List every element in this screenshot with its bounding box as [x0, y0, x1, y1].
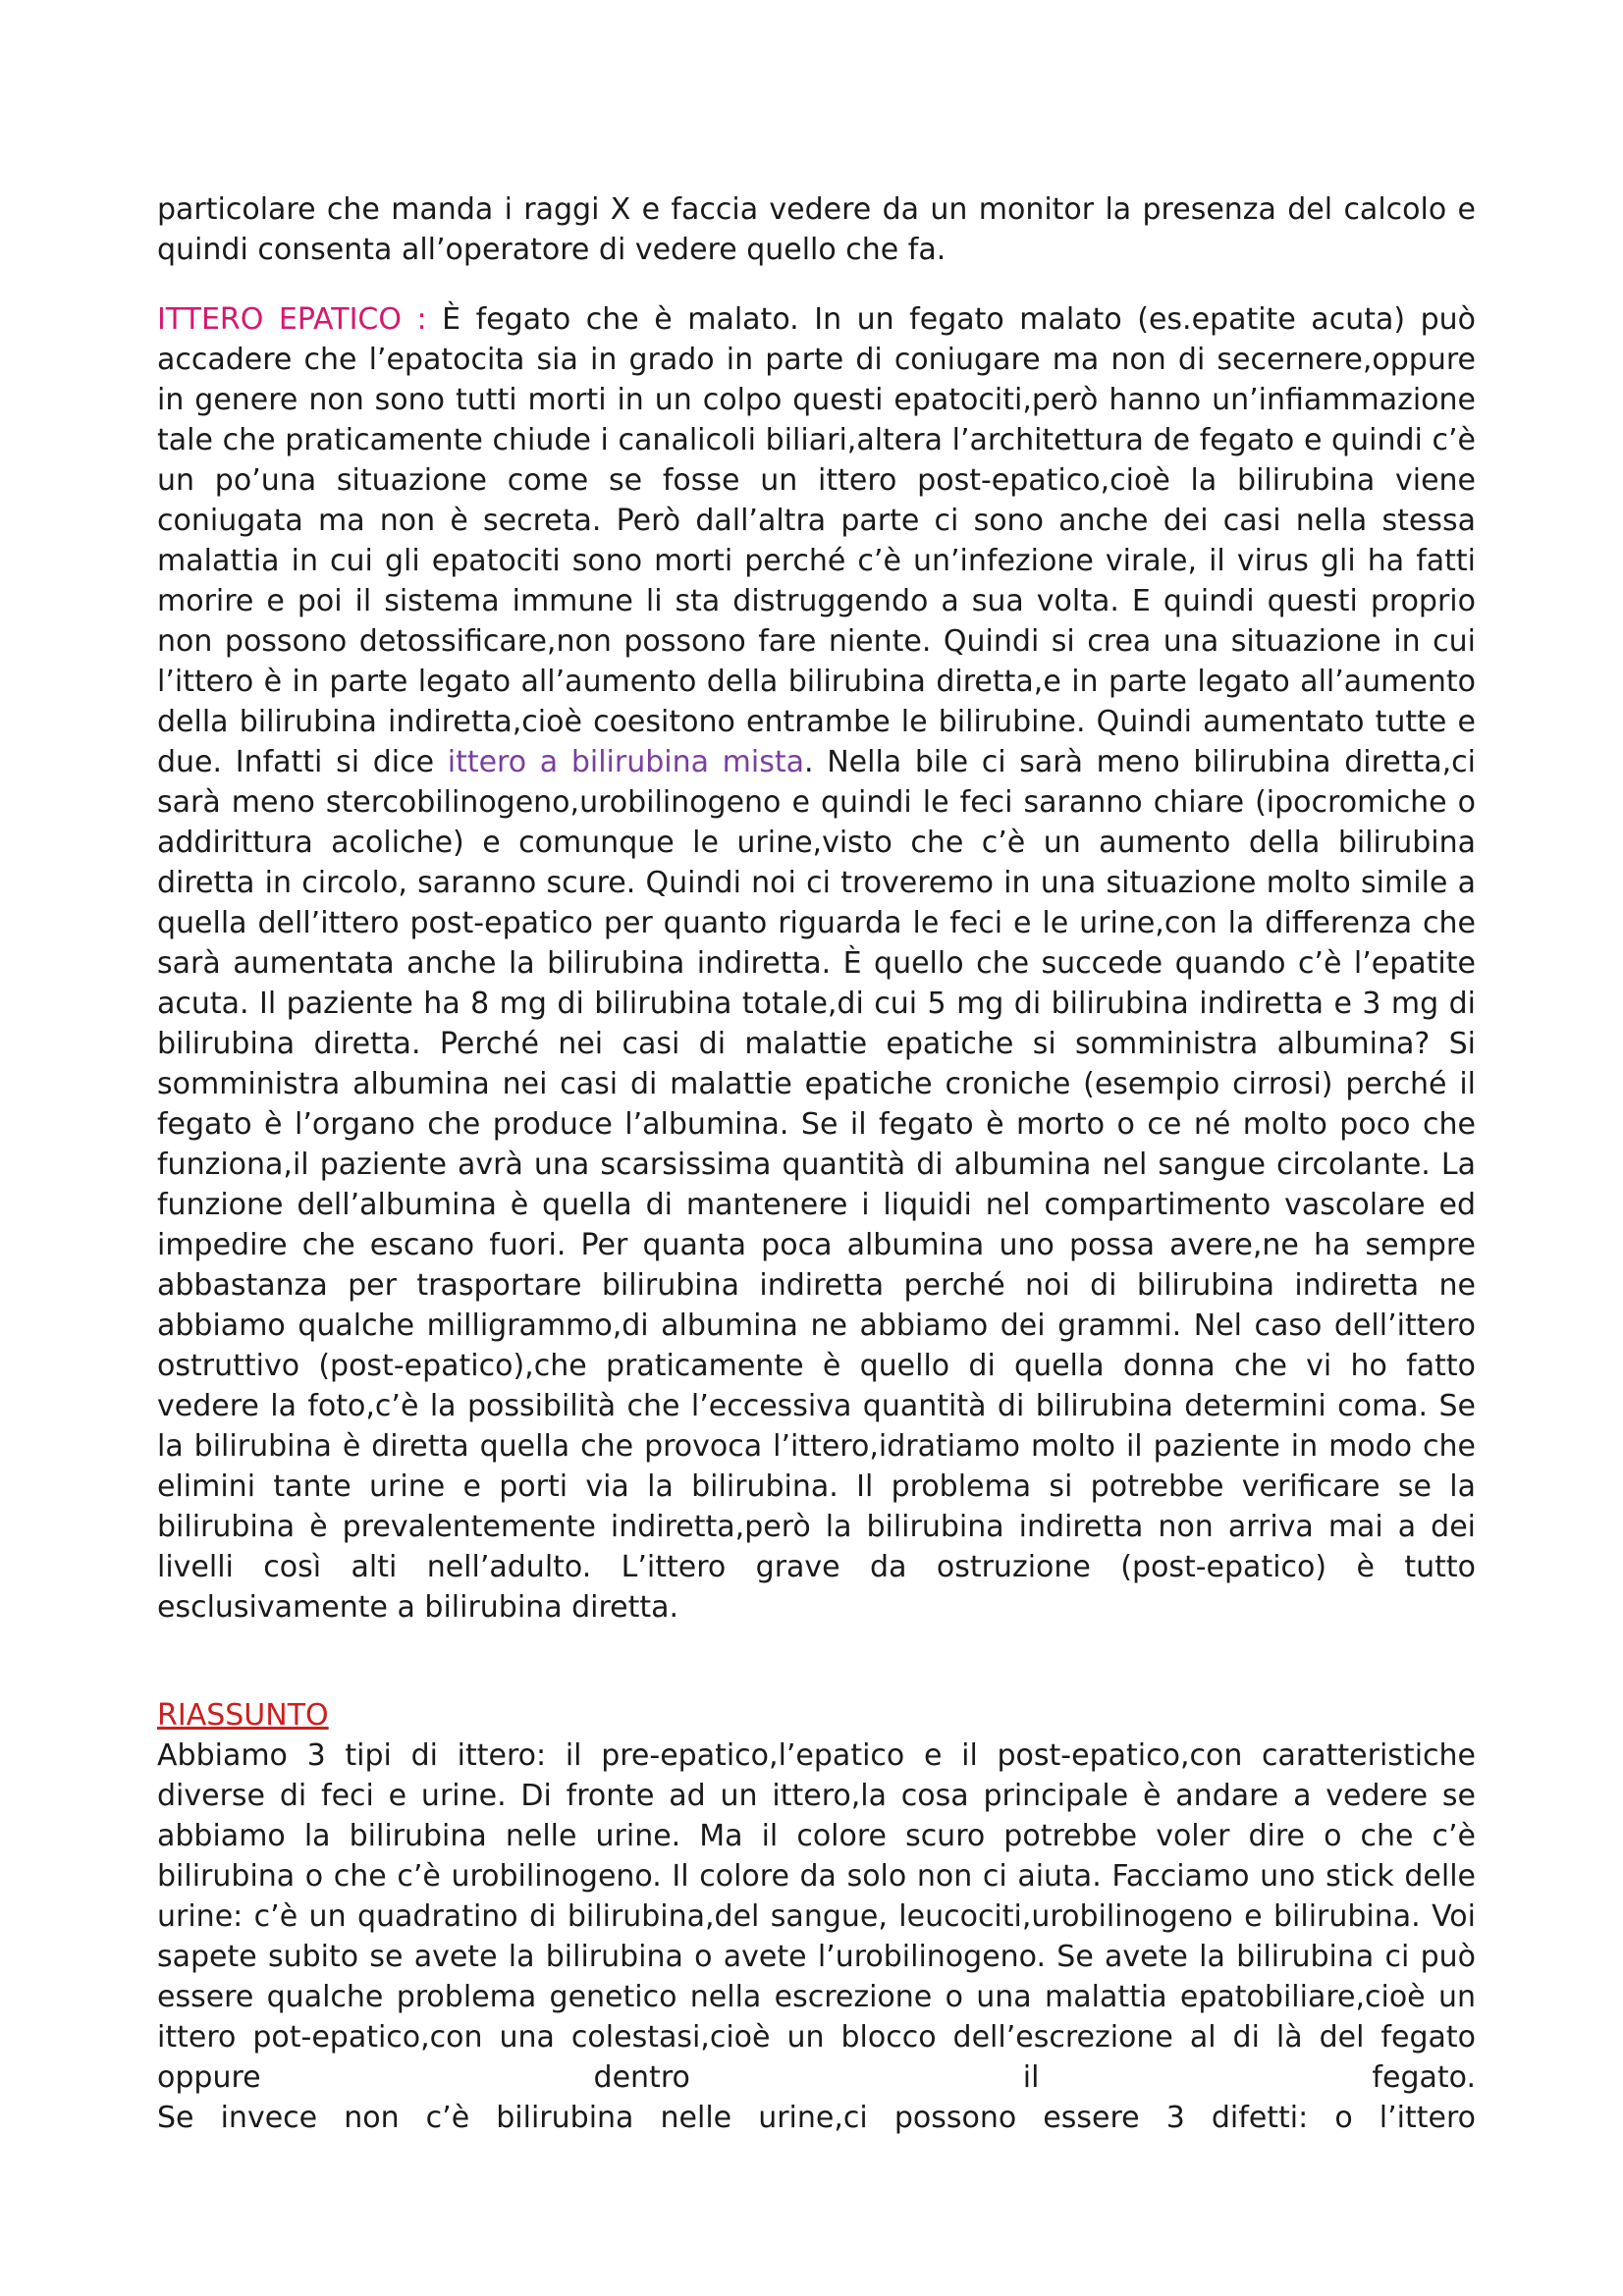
ittero-mista-term: ittero a bilirubina mista	[447, 745, 805, 779]
ittero-epatico-text-1: È fegato che è malato. In un fegato malato (es.epatite acuta) può accadere che l’epatocita sia in grado in parte di coniugare ma non di secernere,oppure in genere non sono tutti morti in un colpo questi epatociti,però hanno un’infiammazione tale che praticamente chiude i canalicoli biliari,altera l’architettura de fegato e quindi c’è un po’una situazione come se fosse un ittero post-epatico,cioè la bilirubina viene coniugata ma non è secreta. Però dall’altra parte ci sono anche dei casi nella stessa malattia in cui gli epatociti sono morti perché c’è un’infezione virale, il virus gli ha fatti morire e poi il sistema immune li sta distruggendo a sua volta. E quindi questi proprio non possono detossificare,non possono fare niente. Quindi si crea una situazione in cui l’ittero è in parte legato all’aumento della bilirubina diretta,e in parte legato all’aumento della bilirubina indiretta,cioè coesitono entrambe le bilirubine. Quindi aumentato tutte e due. Infatti si dice	[157, 302, 1476, 779]
riassunto-heading: RIASSUNTO	[157, 1698, 329, 1733]
riassunto-text-1: Abbiamo 3 tipi di ittero: il pre-epatico,l’epatico e il post-epatico,con caratteristiche diverse di feci e urine. Di fronte ad un ittero,la cosa principale è andare a vedere se abbiamo la bilirubina nelle urine. Ma il colore scuro potrebbe voler dire o che c’è bilirubina o che c’è urobilinogeno. Il colore da solo non ci aiuta. Facciamo uno stick delle urine: c’è un quadratino di bilirubina,del sangue, leucociti,urobilinogeno e bilirubina. Voi sapete subito se avete la bilirubina o avete l’urobilinogeno. Se avete la bilirubina ci può essere qualche problema genetico nella escrezione o una malattia epatobiliare,cioè un ittero pot-epatico,con una colestasi,cioè un blocco dell’escrezione al di là del fegato oppure dentro il fegato.	[157, 1738, 1476, 2095]
riassunto-paragraph	[157, 1735, 1476, 2098]
ittero-epatico-paragraph	[157, 299, 1476, 1628]
intro-text: particolare che manda i raggi X e faccia vedere da un monitor la presenza del calcolo e quindi consenta all’operatore di vedere quello che fa.	[157, 192, 1476, 267]
riassunto-continuation	[157, 2098, 1476, 2138]
ittero-epatico-heading: ITTERO EPATICO :	[157, 302, 427, 337]
ittero-epatico-text-2: . Nella bile ci sarà meno bilirubina diretta,ci sarà meno stercobilinogeno,urobilinogeno e quindi le feci saranno chiare (ipocromiche o addirittura acoliche) e comunque le urine,visto che c’è un aumento della bilirubina diretta in circolo, saranno scure. Quindi noi ci troveremo in una situazione molto simile a quella dell’ittero post-epatico per quanto riguarda le feci e le urine,con la differenza che sarà aumentata anche la bilirubina indiretta. È quello che succede quando c’è l’epatite acuta. Il paziente ha 8 mg di bilirubina totale,di cui 5 mg di bilirubina indiretta e 3 mg di bilirubina diretta. Perché nei casi di malattie epatiche si somministra albumina? Si somministra albumina nei casi di malattie epatiche croniche (esempio cirrosi) perché il fegato è l’organo che produce l’albumina. Se il fegato è morto o ce né molto poco che funziona,il paziente avrà una scarsissima quantità di albumina nel sangue circolante. La funzione dell’albumina è quella di mantenere i liquidi nel compartimento vascolare ed impedire che escano fuori. Per quanta poca albumina uno possa avere,ne ha sempre abbastanza per trasportare bilirubina indiretta perché noi di bilirubina indiretta ne abbiamo qualche milligrammo,di albumina ne abbiamo dei grammi. Nel caso dell’ittero ostruttivo (post-epatico),che praticamente è quello di quella donna che vi ho fatto vedere la foto,c’è la possibilità che l’eccessiva quantità di bilirubina determini coma. Se la bilirubina è diretta quella che provoca l’ittero,idratiamo molto il paziente in modo che elimini tante urine e porti via la bilirubina. Il problema si potrebbe verificare se la bilirubina è prevalentemente indiretta,però la bilirubina indiretta non arriva mai a dei livelli così alti nell’adulto. L’ittero grave da ostruzione (post-epatico) è tutto esclusivamente a bilirubina diretta.	[157, 745, 1476, 1625]
intro-paragraph	[157, 189, 1476, 270]
riassunto-text-2: Se invece non c’è bilirubina nelle urine,ci possono essere 3 difetti: o l’ittero	[157, 2101, 1476, 2135]
riassunto-heading-line	[157, 1695, 1476, 1735]
